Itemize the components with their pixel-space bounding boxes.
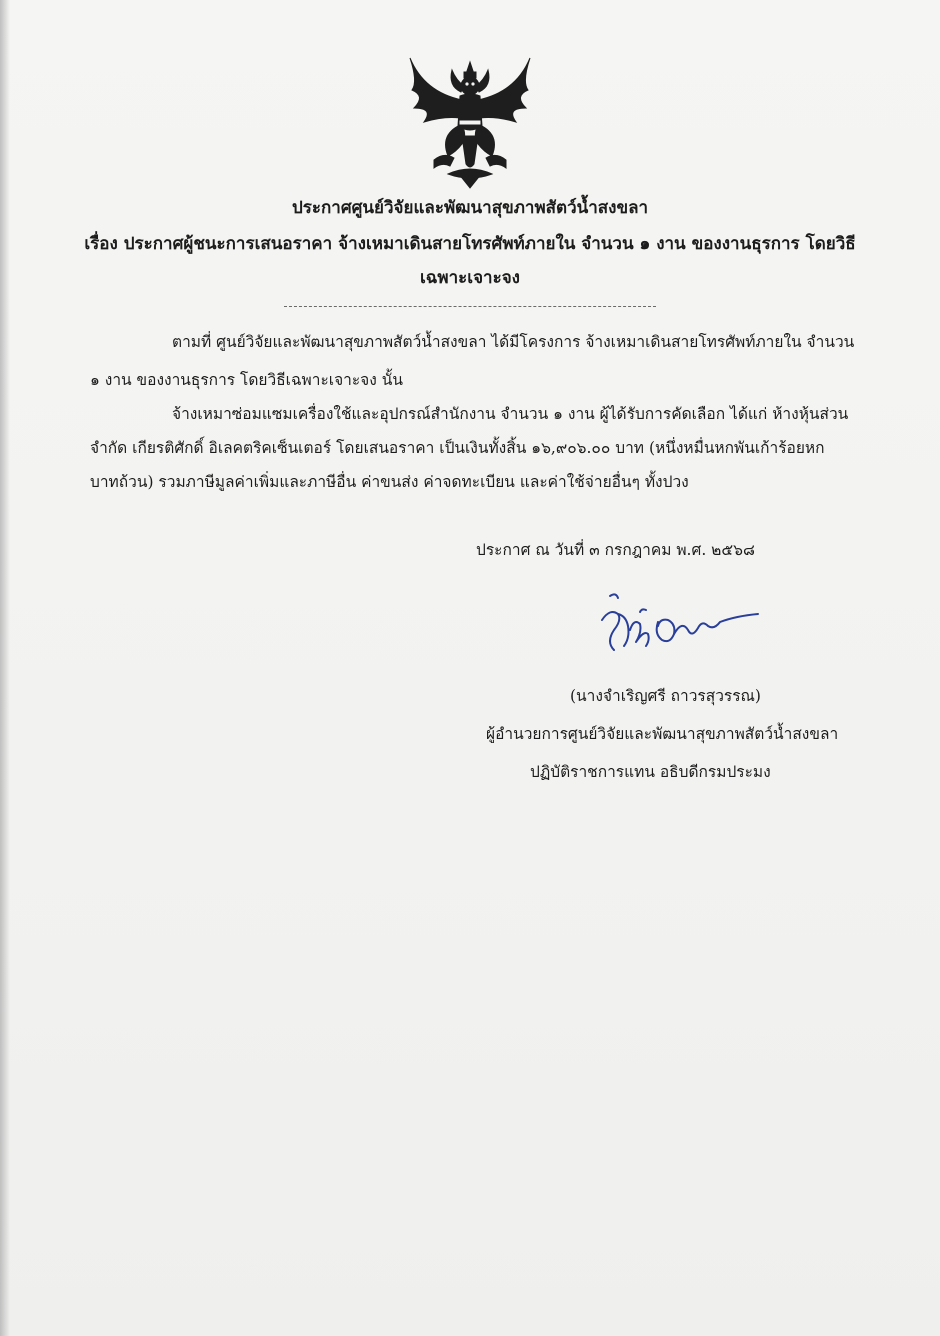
subject-line-1: เรื่อง ประกาศผู้ชนะการเสนอราคา จ้างเหมาเดินสายโทรศัพท์ภายใน จำนวน ๑ งาน ของงานธุรการ โดยวิธี xyxy=(84,234,856,254)
paragraph-2-line-2: จำกัด เกียรติศักดิ์ อิเลคตริคเซ็นเตอร์ โดยเสนอราคา เป็นเงินทั้งสิ้น ๑๖,๙๐๖.๐๐ บาท (หนึ่งหมื่นหกพันเก้าร้อยหก xyxy=(90,439,825,457)
handwritten-signature xyxy=(596,590,762,660)
paragraph-2-line-3: บาทถ้วน) รวมภาษีมูลค่าเพิ่มและภาษีอื่น ค่าขนส่ง ค่าจดทะเบียน และค่าใช้จ่ายอื่นๆ ทั้งปวง xyxy=(90,473,689,491)
signer-name: (นางจำเริญศรี ถาวรสุวรรณ) xyxy=(570,687,761,705)
paragraph-1-line-2: ๑ งาน ของงานธุรการ โดยวิธีเฉพาะเจาะจง นั้น xyxy=(90,371,403,389)
divider xyxy=(284,306,656,307)
announce-date: ประกาศ ณ วันที่ ๓ กรกฎาคม พ.ศ. ๒๕๖๘ xyxy=(476,541,755,559)
subject-line-2: เฉพาะเจาะจง xyxy=(420,268,520,288)
paragraph-1-line-1: ตามที่ ศูนย์วิจัยและพัฒนาสุขภาพสัตว์น้ำสงขลา ได้มีโครงการ จ้างเหมาเดินสายโทรศัพท์ภายใน จำนวน xyxy=(172,333,855,351)
garuda-emblem-icon xyxy=(404,52,536,190)
paragraph-2-line-1: จ้างเหมาซ่อมแซมเครื่องใช้และอุปกรณ์สำนักงาน จำนวน ๑ งาน ผู้ได้รับการคัดเลือก ได้แก่ ห้างหุ้นส่วน xyxy=(172,405,849,423)
org-title: ประกาศศูนย์วิจัยและพัฒนาสุขภาพสัตว์น้ำสงขลา xyxy=(291,198,649,218)
signer-acting: ปฏิบัติราชการแทน อธิบดีกรมประมง xyxy=(530,763,771,781)
signer-title: ผู้อำนวยการศูนย์วิจัยและพัฒนาสุขภาพสัตว์น้ำสงขลา xyxy=(486,725,839,743)
